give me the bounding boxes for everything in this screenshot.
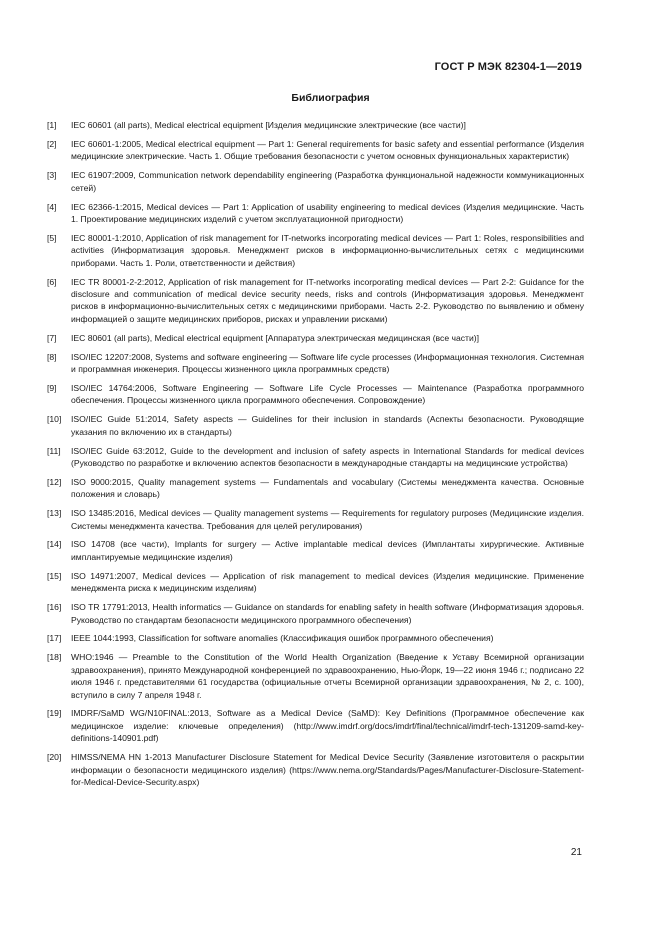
- reference-text: IEC 80601 (all parts), Medical electrical equipment [Аппаратура электрическая медицинская (все части)]: [71, 332, 480, 343]
- bibliography-item: [47, 601, 584, 626]
- bibliography-item: [47, 201, 584, 226]
- bibliography-item: [47, 138, 584, 163]
- bibliography-item: [47, 413, 584, 438]
- reference-number: [6]: [47, 276, 57, 287]
- reference-number: [15]: [47, 570, 62, 581]
- reference-text: IEC 60601-1:2005, Medical electrical equipment — Part 1: General requirements for basic safety and essential performance (Изделия медицинские электрические. Часть 1. Общие требования безопасности с учетом основных функциональных характеристик): [71, 138, 584, 162]
- bibliography-list: [47, 119, 584, 795]
- reference-number: [9]: [47, 382, 57, 393]
- bibliography-item: [47, 276, 584, 326]
- section-title: Библиография: [291, 92, 370, 104]
- reference-number: [12]: [47, 476, 62, 487]
- bibliography-item: [47, 632, 584, 644]
- bibliography-item: [47, 351, 584, 376]
- bibliography-item: [47, 119, 584, 131]
- reference-number: [19]: [47, 708, 62, 719]
- reference-text: HIMSS/NEMA HN 1-2013 Manufacturer Disclosure Statement for Medical Device Security (Заявление изготовителя о раскрытии информации о безопасности медицинского изделия) (https://www.nema.org/Standards/Pages/Manufacturer-Disclosure-Statement- for-Medical-Device-Security.aspx): [71, 752, 584, 787]
- reference-number: [13]: [47, 508, 62, 519]
- bibliography-item: [47, 169, 584, 194]
- reference-text: ISO 14708 (все части), Implants for surgery — Active implantable medical devices (Имплантаты хирургические. Активные имплантируемые медицинские изделия): [71, 539, 584, 562]
- reference-number: [14]: [47, 539, 62, 550]
- reference-text: IEC 61907:2009, Communication network dependability engineering (Разработка функциональной надежности коммуникационных сетей): [71, 170, 584, 193]
- bibliography-item: [47, 707, 584, 744]
- reference-text: ISO TR 17791:2013, Health informatics — Guidance on standards for enabling safety in health software (Информатизация здоровья. Руководство по стандартам безопасности медицинского программного обеспечения): [71, 602, 584, 625]
- bibliography-item: [47, 538, 584, 563]
- bibliography-item: [47, 382, 584, 407]
- reference-text: ISO 13485:2016, Medical devices — Quality management systems — Requirements for regulatory purposes (Медицинские изделия. Системы менеджмента качества. Требования для целей регулирования): [71, 508, 584, 531]
- reference-number: [2]: [47, 138, 57, 149]
- reference-text: IMDRF/SaMD WG/N10FINAL:2013, Software as a Medical Device (SaMD): Key Definitions (Программное обеспечение как медицинское изделие: ключевые определения) (http://www.imdrf.org/docs/imdrf/final/technical/imdrf-tech-131209-samd-key-definitions-140901.pdf): [71, 708, 584, 744]
- reference-number: [7]: [47, 332, 57, 343]
- reference-number: [3]: [47, 170, 57, 181]
- reference-text: ISO/IEC Guide 51:2014, Safety aspects — Guidelines for their inclusion in standards (Аспекты безопасности. Руководящие указания по включению их в стандарты): [71, 414, 584, 437]
- bibliography-item: [47, 507, 584, 532]
- reference-number: [11]: [47, 445, 61, 456]
- bibliography-item: [47, 232, 584, 269]
- reference-text: ISO/IEC Guide 63:2012, Guide to the development and inclusion of safety aspects in International Standards for medical devices (Руководство по разработке и включению аспектов безопасности в международные стандарты на медицинские устройства): [71, 445, 584, 468]
- reference-text: ISO 14971:2007, Medical devices — Application of risk management to medical devices (Изделия медицинские. Применение менеджмента риска к медицинским изделиям): [71, 570, 584, 594]
- reference-number: [16]: [47, 602, 62, 613]
- reference-number: [17]: [47, 633, 62, 644]
- reference-text: ISO/IEC 14764:2006, Software Engineering — Software Life Cycle Processes — Maintenance (Разработка программного обеспечения. Процессы жизненного цикла программного обеспечения. Сопровождение): [71, 382, 584, 406]
- reference-number: [10]: [47, 414, 62, 425]
- reference-text: WHO:1946 — Preamble to the Constitution of the World Health Organization (Введение к Уставу Всемирной организации здравоохранения), принято Международной конференцией по здравоохранению, Нью-Йорк, 19—22 июня 1946 г.; подписано 22 июля 1946 г. представителями 61 государства (официальные отчеты Всемирной организации здравоохранения, № 2, с. 100), вступило в силу 7 апреля 1948 г.: [71, 652, 584, 700]
- page-number: 21: [570, 847, 582, 858]
- bibliography-item: [47, 570, 584, 595]
- reference-number: [18]: [47, 652, 62, 663]
- reference-text: IEC 62366-1:2015, Medical devices — Part 1: Application of usability engineering to medical devices (Изделия медицинские. Часть 1. Проектирование медицинских изделий с учетом эксплуатационной пригодности): [71, 201, 584, 224]
- reference-text: IEC 80001-1:2010, Application of risk management for IT-networks incorporating medical devices — Part 1: Roles, responsibilities and activities (Информатизация здоровья. Менеджмент рисков в информационно-вычислительных сетях с медицинскими приборами. Часть 1. Роли, ответственности и действия): [71, 232, 584, 268]
- bibliography-item: [47, 476, 584, 501]
- reference-text: IEC TR 80001-2-2:2012, Application of risk management for IT-networks incorporating medical devices — Part 2-2: Guidance for the disclosure and communication of medical device security needs, risks and controls (Информатизация здоровья. Менеджмент рисков в информационно-вычислительных сетях с медицинскими приборами. Часть 2-2. Руководство по выявлению и обмену информацией о защите медицинских приборов, рисках и управлении рисками): [71, 276, 584, 324]
- reference-number: [8]: [47, 351, 57, 362]
- reference-number: [5]: [47, 232, 57, 243]
- reference-text: IEEE 1044:1993, Classification for software anomalies (Классификация ошибок программного обеспечения): [71, 633, 494, 644]
- bibliography-item: [47, 445, 584, 470]
- bibliography-item: [47, 651, 584, 701]
- reference-text: ISO 9000:2015, Quality management systems — Fundamentals and vocabulary (Системы менеджмента качества. Основные положения и словарь): [71, 476, 584, 500]
- bibliography-item: [47, 751, 584, 788]
- reference-number: [4]: [47, 201, 57, 212]
- standard-header: ГОСТ Р МЭК 82304-1—2019: [434, 61, 582, 73]
- reference-text: IEC 60601 (all parts), Medical electrical equipment [Изделия медицинские электрические (все части)]: [71, 120, 466, 130]
- reference-number: [1]: [47, 120, 57, 130]
- reference-text: ISO/IEC 12207:2008, Systems and software engineering — Software life cycle processes (Информационная технология. Системная и программная инженерия. Процессы жизненного цикла программных средств): [71, 351, 584, 374]
- bibliography-item: [47, 332, 584, 344]
- reference-number: [20]: [47, 752, 62, 763]
